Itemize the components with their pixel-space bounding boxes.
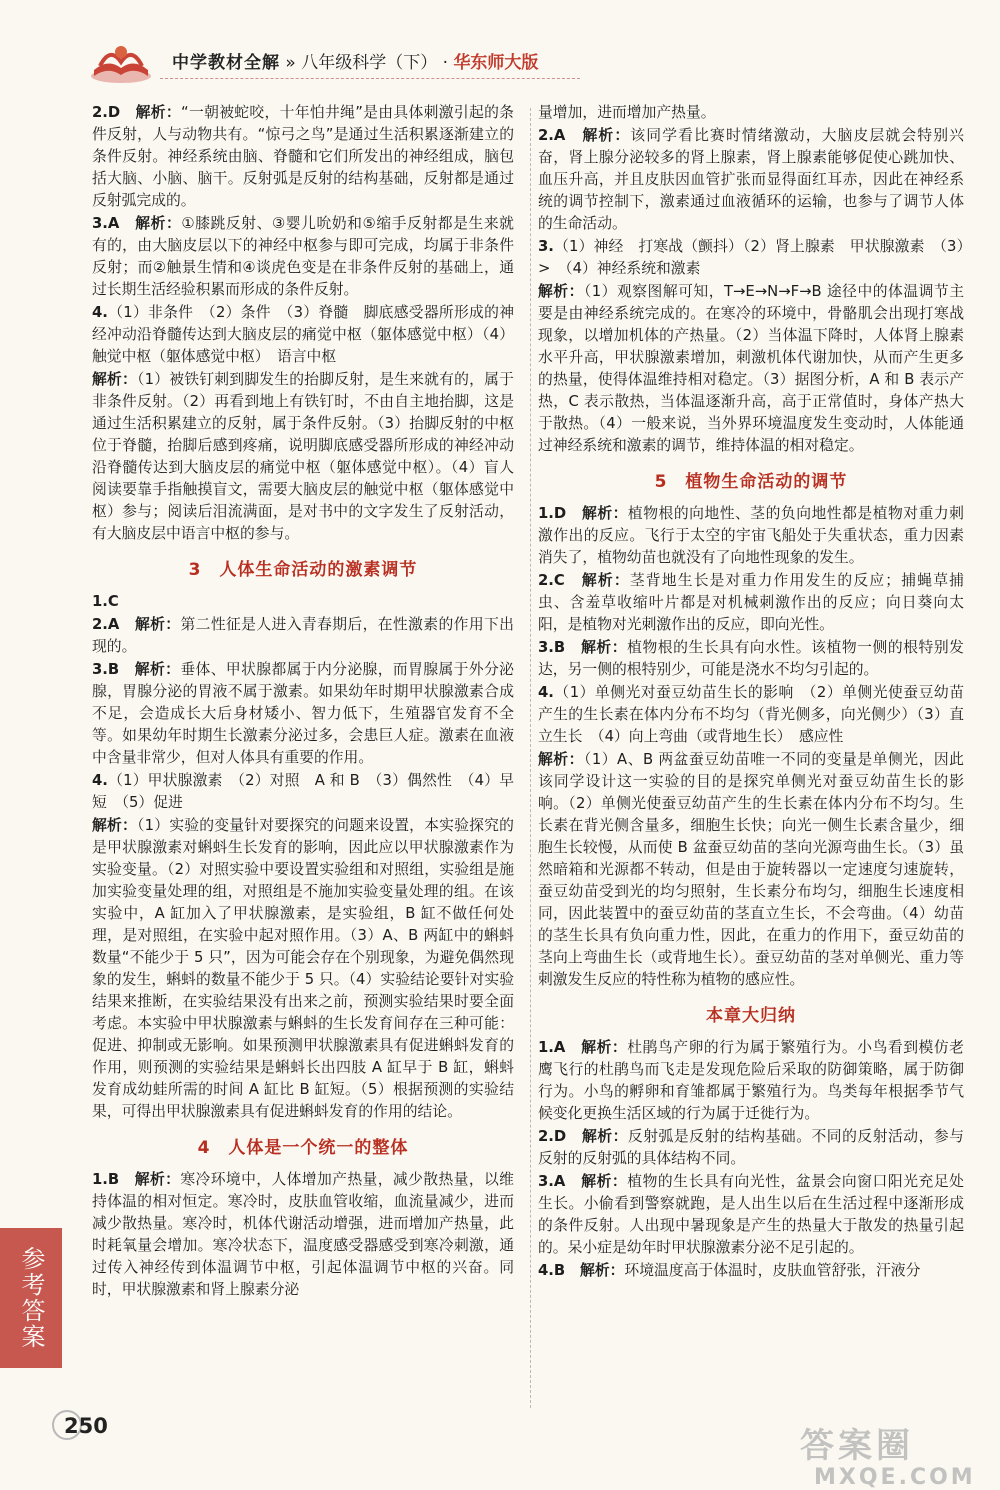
analysis-label: 解析： — [134, 661, 181, 678]
question-number: 1.A — [538, 1039, 566, 1056]
analysis-text: 该同学看比赛时情绪激动，大脑皮层就会特别兴奋，肾上腺分泌较多的肾上腺素，肾上腺素能够促使心跳加快、血压升高，并且皮肤因血管扩张而显得面红耳赤，因此在神经系统的调节控制下，激素通过血液循环的运输，也参与了调节人体的生命活动。 — [538, 127, 964, 232]
book-name: 八年级科学（下） — [301, 53, 438, 73]
analysis-text: （1）被铁钉刺到脚发生的抬脚反射，是生来就有的，属于非条件反射。（2）再看到地上有铁钉时，不由自主地抬脚，这是通过生活积累建立的反射，属于条件反射。（3）抬脚反射的中枢位于脊髓，抬脚后感到疼痛，说明脚底感受器所形成的神经冲动沿脊髓传达到大脑皮层的痛觉中枢（躯体感觉中枢）。（4）盲人阅读要靠手指触摸盲文，需要大脑皮层的触觉中枢（躯体感觉中枢）参与；阅读后泪流满面，是对书中的文字发生了反射活动，有大脑皮层中语言中枢的参与。 — [92, 371, 514, 542]
watermark-url: MXQE.COM — [814, 1465, 976, 1490]
answer-text: （1）单侧光对蚕豆幼苗生长的影响 （2）单侧光使蚕豆幼苗产生的生长素在体内分布不均匀（背光侧多，向光侧少）（3）直立生长 （4）向上弯曲（或背地生长） 感应性 — [538, 684, 964, 745]
continued-text: 量增加，进而增加产热量。 — [538, 104, 716, 121]
watermark — [800, 1418, 976, 1490]
answer-item — [538, 682, 964, 748]
analysis-text: 第二性征是人进入青春期后，在性激素的作用下出现的。 — [92, 616, 514, 655]
section-title: 5 植物生命活动的调节 — [654, 472, 848, 492]
series-name: 中学教材全解 — [172, 53, 280, 73]
answer-item — [538, 1171, 964, 1259]
analysis-text: 植物根的生长具有向水性。该植物一侧的根特别发达，另一侧的根特别少，可能是浇水不均匀引起的。 — [538, 639, 964, 678]
analysis-label: 解析： — [92, 817, 137, 834]
question-number: 4. — [92, 772, 108, 789]
answer-text: （1）神经 打寒战（颤抖）（2）肾上腺素 甲状腺激素 （3）> （4）神经系统和激素 — [538, 238, 964, 277]
analysis-text: 垂体、甲状腺都属于内分泌腺，而胃腺属于外分泌腺，胃腺分泌的胃液不属于激素。如果幼年时期甲状腺激素合成不足，会造成长大后身材矮小、智力低下，生殖器官发育不全等。如果幼年时期生长激素分泌过多，会患巨人症。激素在血液中含量非常少，但对人体具有重要的作用。 — [92, 661, 514, 766]
question-number: 2.A — [538, 127, 566, 144]
question-number: 3.A — [538, 1173, 566, 1190]
analysis-text: （1）实验的变量针对要探究的问题来设置，本实验探究的是甲状腺激素对蝌蚪生长发育的影响，因此应以甲状腺激素作为实验变量。（2）对照实验中要设置实验组和对照组，实验组是施加实验变量处理的组，对照组是不施加实验变量处理的组。在该实验中，A 缸加入了甲状腺激素，是实验组，B 缸不做任何处理，是对照组，在实验中起对照作用。（3）A、B 两缸中的蝌蚪数量“不能少于 5 只”，因为可能会存在个别现象，为避免偶然现象的发生，蝌蚪的数量不能少于 5 只。（4）实验结论要针对实验结果来推断，在实验结果没有出来之前，预测实验结果时要全面考虑。本实验中甲状腺激素与蝌蚪的生长发育间存在三种可能：促进、抑制或无影响。如果预测甲状腺激素具有促进蝌蚪发育的作用，则预测的实验结果是蝌蚪长出四肢 A 缸早于 B 缸，蝌蚪发育成幼蛙所需的时间 A 缸比 B 缸短。（5）根据预测的实验结果，可得出甲状腺激素具有促进蝌蚪发育的作用的结论。 — [92, 817, 514, 1120]
arrow-icon: » — [285, 53, 296, 73]
analysis-text: 反射弧是反射的结构基础。不同的反射活动，参与反射的反射弧的具体结构不同。 — [538, 1128, 964, 1167]
column-divider — [530, 108, 531, 1408]
analysis-label: 解析： — [134, 1171, 181, 1188]
answer-item — [92, 213, 514, 301]
watermark-logo-text: 答案圈 — [800, 1426, 914, 1466]
question-number: 3. — [538, 238, 554, 255]
answer-section-tab: 参考答案 — [0, 1228, 62, 1368]
analysis-text: 茎背地生长是对重力作用发生的反应；捕蝇草捕虫、含羞草收缩叶片都是对机械刺激作出的反应；向日葵向太阳，是植物对光刺激作出的反应，即向光性。 — [538, 572, 964, 633]
analysis-label: 解析： — [135, 104, 181, 121]
answer-item — [538, 1260, 964, 1282]
answer-item — [92, 659, 514, 769]
answer-item — [538, 570, 964, 636]
section-title: 本章大归纳 — [706, 1006, 796, 1026]
answer-item — [538, 1126, 964, 1170]
analysis-label: 解析： — [582, 127, 631, 144]
analysis-text: 环境温度高于体温时，皮肤血管舒张，汗液分 — [624, 1262, 921, 1279]
question-number: 2.A — [92, 616, 120, 633]
book-logo-icon — [90, 40, 152, 84]
answer-item — [538, 1037, 964, 1125]
analysis-text: “一朝被蛇咬，十年怕井绳”是由具体刺激引起的条件反射，人与动物共有。“惊弓之鸟”是通过生活积累逐渐建立的条件反射。神经系统由脑、脊髓和它们所发出的神经组成，脑包括大脑、小脑、脑干。反射弧是反射的结构基础，反射都是通过反射弧完成的。 — [92, 104, 514, 209]
answer-item — [92, 1169, 514, 1301]
analysis-text: 寒冷环境中，人体增加产热量，减少散热量，以维持体温的相对恒定。寒冷时，皮肤血管收缩，血流量减少，进而减少散热量。寒冷时，机体代谢活动增强，进而增加产热量，此时耗氧量会增加。寒冷状态下，温度感受器感受到寒冷刺激，通过传入神经传到体温调节中枢，引起体温调节中枢的兴奋。同时，甲状腺激素和肾上腺素分泌 — [92, 1171, 514, 1298]
section-title: 3 人体生命活动的激素调节 — [188, 560, 418, 580]
analysis-text: （1）观察图解可知，T→E→N→F→B 途径中的体温调节主要是由神经系统完成的。在寒冷的环境中，骨骼肌会出现打寒战现象，以增加机体的产热量。（2）当体温下降时，人体肾上腺素水平升高，甲状腺激素增加，刺激机体代谢加快，从而产生更多的热量，使得体温维持相对稳定。（3）据图分析，A 和 B 表示产热，C 表示散热，当体温逐渐升高，高于正常值时，身体产热大于散热。（4）一般来说，当外界环境温度发生变动时，人体能通过神经系统和激素的调节，维持体温的相对稳定。 — [538, 283, 964, 454]
right-column — [538, 102, 964, 1283]
question-number: 3.B — [538, 639, 566, 656]
question-number: 2.D — [538, 1128, 567, 1145]
analysis-text: ①膝跳反射、③婴儿吮奶和⑤缩手反射都是生来就有的，由大脑皮层以下的神经中枢参与即可完成，均属于非条件反射；而②触景生情和④谈虎色变是在非条件反射的基础上，通过长期生活经验积累而形成的条件反射。 — [92, 215, 514, 298]
analysis-text: 杜鹃鸟产卵的行为属于繁殖行为。小鸟看到模仿老鹰飞行的杜鹃鸟而飞走是发现危险后采取的防御策略，属于防御行为。小鸟的孵卵和育雏都属于繁殖行为。鸟类每年根据季节气候变化更换生活区域的行为属于迁徙行为。 — [538, 1039, 964, 1122]
question-number: 1.B — [92, 1171, 120, 1188]
header-title — [172, 48, 538, 73]
analysis-label: 解析： — [581, 1039, 628, 1056]
answer-item — [92, 591, 514, 613]
question-number: 2.D — [92, 104, 121, 121]
analysis-label: 解析： — [581, 1173, 628, 1190]
answer-item — [538, 281, 964, 457]
answer-item — [92, 302, 514, 368]
answer-item — [92, 815, 514, 1123]
question-number: 1.D — [538, 505, 567, 522]
left-column — [92, 102, 514, 1302]
header-separator: · — [442, 53, 449, 73]
answer-item — [538, 236, 964, 280]
page-header — [0, 0, 1000, 92]
answer-item — [92, 102, 514, 212]
analysis-text: 植物根的向地性、茎的负向地性都是植物对重力刺激作出的反应。飞行于太空的宇宙飞船处于失重状态，重力因素消失了，植物幼苗也就没有了向地性现象的发生。 — [538, 505, 964, 566]
analysis-label: 解析： — [581, 639, 628, 656]
answer-item — [538, 503, 964, 569]
answer-item — [92, 614, 514, 658]
section-title: 4 人体是一个统一的整体 — [197, 1138, 409, 1158]
page-number: 250 — [64, 1414, 108, 1438]
answer-item — [92, 369, 514, 545]
analysis-label: 解析： — [538, 283, 584, 300]
answer-item — [92, 770, 514, 814]
question-number: 3.B — [92, 661, 120, 678]
analysis-label: 解析： — [135, 215, 182, 232]
header-rule — [160, 78, 580, 80]
analysis-label: 解析： — [92, 371, 137, 388]
answer-text: （1）甲状腺激素 （2）对照 A 和 B （3）偶然性 （4）早短 （5）促进 — [92, 772, 514, 811]
analysis-label: 解析： — [134, 616, 181, 633]
question-number: 4.B — [538, 1262, 566, 1279]
answer-item — [538, 749, 964, 991]
analysis-text: （1）A、B 两盆蚕豆幼苗唯一不同的变量是单侧光，因此该同学设计这一实验的目的是探究单侧光对蚕豆幼苗生长的影响。（2）单侧光使蚕豆幼苗产生的生长素在体内分布不均匀。生长素在背光侧含量多，细胞生长快；向光一侧生长素含量少，细胞生长较慢，从而使 B 盆蚕豆幼苗的茎向光源弯曲生长。（3）虽然暗箱和光源都不转动，但是由于旋转器以一定速度匀速旋转，蚕豆幼苗受到光的均匀照射，生长素分布均匀，细胞生长速度相同，因此装置中的蚕豆幼苗的茎直立生长，不会弯曲。（4）幼苗的茎生长具有负向重力性，因此，在重力的作用下，蚕豆幼苗的茎向上弯曲生长（或背地生长）。蚕豆幼苗的茎对单侧光、重力等刺激发生反应的特性称为植物的感应性。 — [538, 751, 964, 988]
question-number: 4. — [538, 684, 554, 701]
question-number: 3.A — [92, 215, 120, 232]
analysis-text: 植物的生长具有向光性，盆景会向窗口阳光充足处生长。小偷看到警察就跑，是人出生以后在生活过程中逐渐形成的条件反射。人出现中暑现象是产生的热量大于散发的热量引起的。呆小症是幼年时甲状腺激素分泌不足引起的。 — [538, 1173, 964, 1256]
analysis-label: 解析： — [580, 1262, 625, 1279]
analysis-label: 解析： — [581, 572, 630, 589]
question-number: 1.C — [92, 593, 119, 610]
analysis-label: 解析： — [582, 1128, 628, 1145]
analysis-label: 解析： — [582, 505, 628, 522]
publisher-name: 华东师大版 — [453, 53, 539, 73]
question-number: 4. — [92, 304, 108, 321]
answer-text: （1）非条件 （2）条件 （3）脊髓 脚底感受器所形成的神经冲动沿脊髓传达到大脑皮层的痛觉中枢（躯体感觉中枢）（4）触觉中枢（躯体感觉中枢） 语言中枢 — [92, 304, 514, 365]
answer-item — [538, 637, 964, 681]
question-number: 2.C — [538, 572, 565, 589]
answer-item — [538, 125, 964, 235]
analysis-label: 解析： — [538, 751, 584, 768]
